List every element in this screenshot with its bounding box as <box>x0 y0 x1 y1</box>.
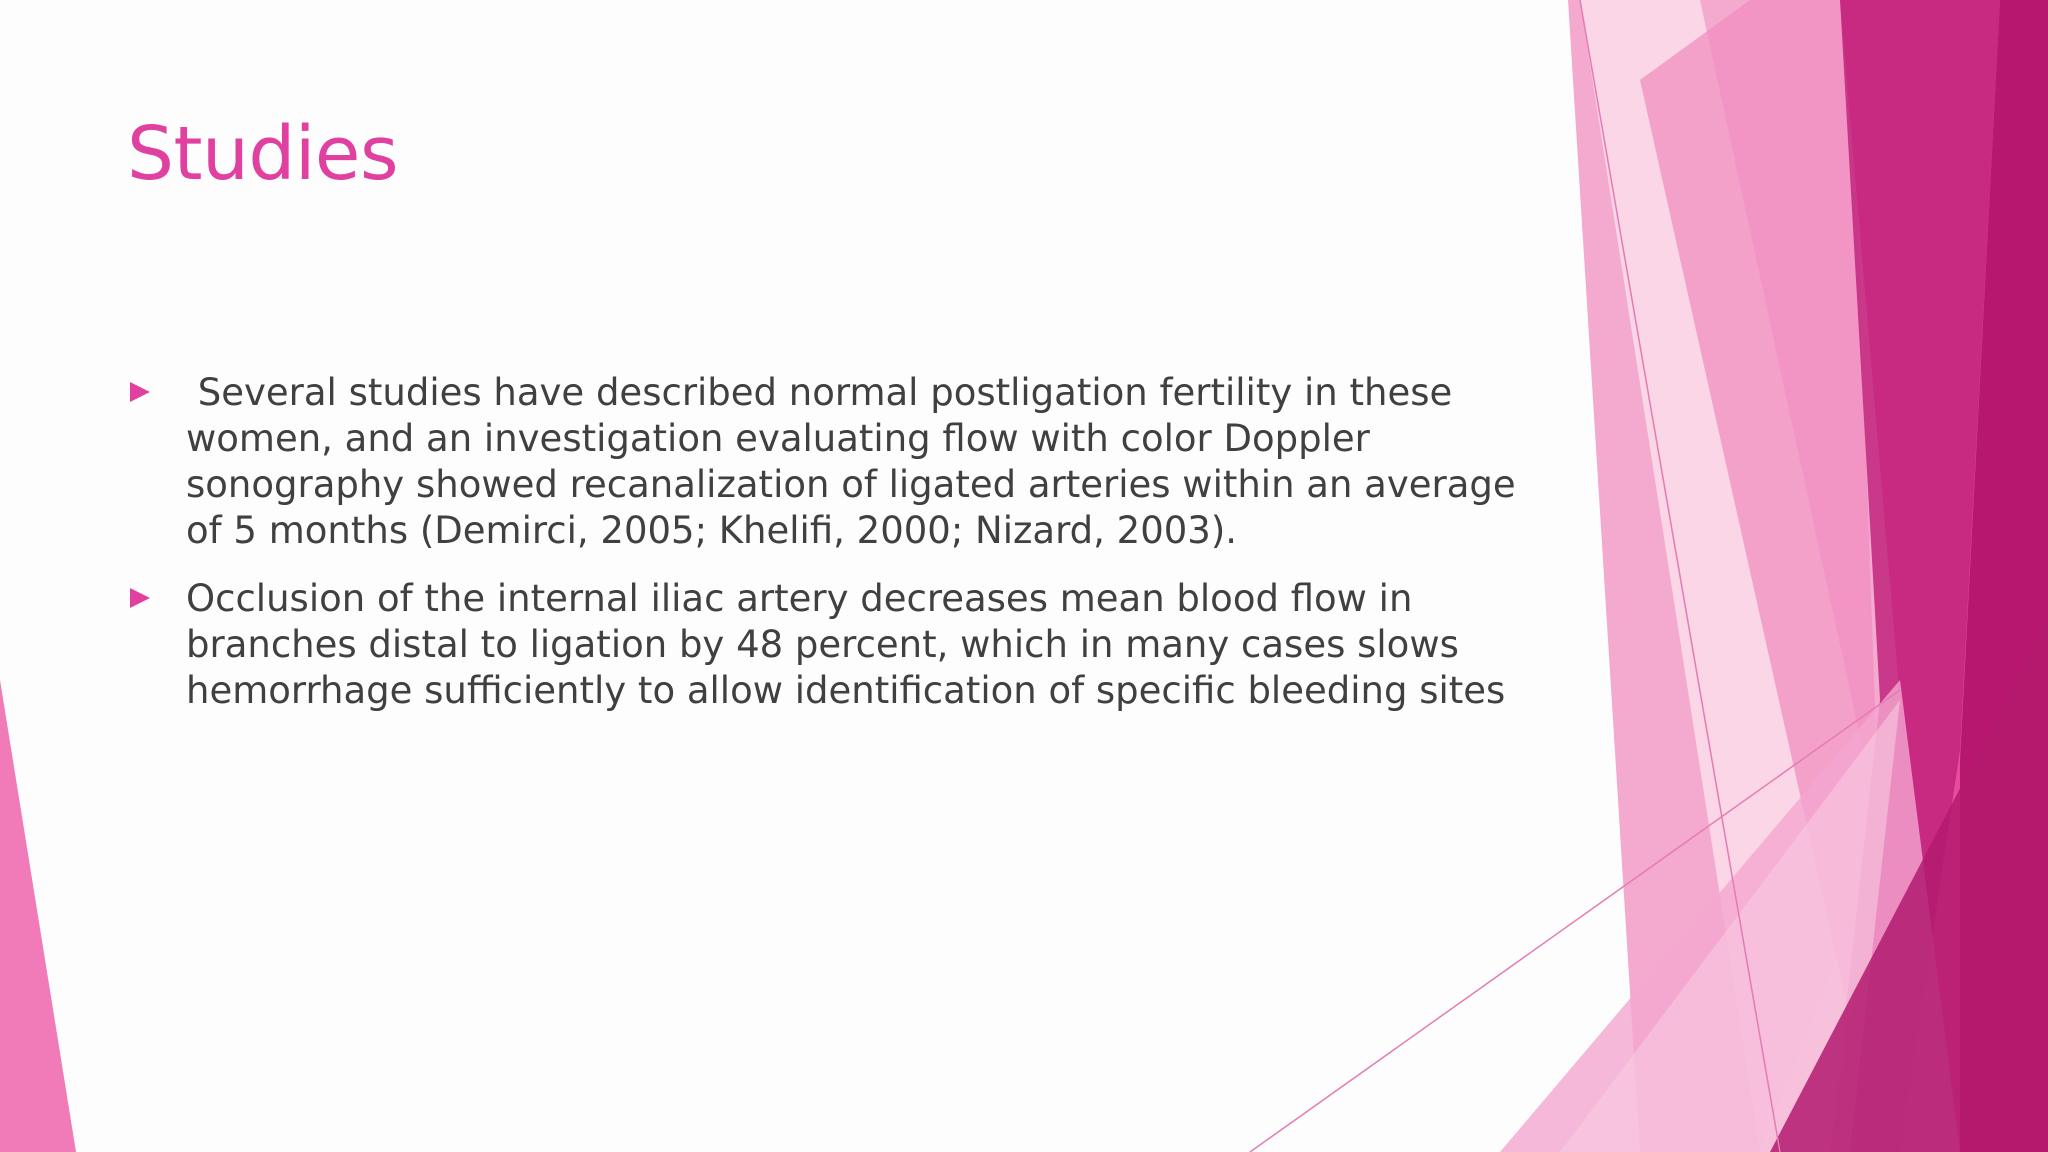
bullet-item <box>130 370 1530 554</box>
bullet-list <box>130 370 1530 736</box>
bullet-text: Occlusion of the internal iliac artery decreases mean blood flow in branches distal to ligation by 48 percent, which in many cases slows hemorrhage sufficiently to allow identification of specific bleeding sites <box>186 577 1506 712</box>
right-triangle-icon <box>130 588 150 608</box>
shape-left-band <box>0 680 76 1152</box>
bullet-text: Several studies have described normal postligation fertility in these women, and an investigation evaluating flow with color Doppler sonography showed recanalization of ligated arteries within an average of 5 months (Demirci, 2005; Khelifi, 2000; Nizard, 2003). <box>186 371 1528 552</box>
slide-title: Studies <box>127 111 399 197</box>
bullet-item <box>130 576 1530 714</box>
right-triangle-icon <box>130 382 150 402</box>
